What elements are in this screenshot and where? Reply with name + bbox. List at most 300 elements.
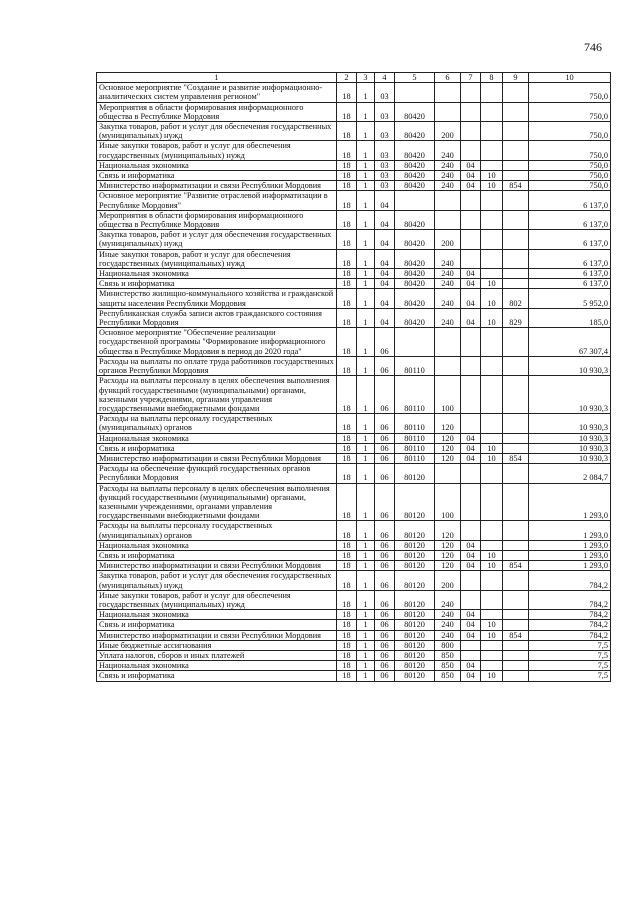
- table-row: [97, 249, 611, 268]
- row-name-cell: Расходы на обеспечение функций государственных органов Республики Мордовия: [97, 464, 337, 483]
- row-name-cell: Министерство жилищно-коммунального хозяйства и гражданской защиты населения Республики Мордовия: [97, 289, 337, 308]
- column-header: 9: [503, 73, 529, 83]
- table-row: [97, 571, 611, 590]
- table-cell: 80420: [395, 102, 435, 121]
- table-cell: 1: [357, 191, 375, 210]
- table-cell: [503, 443, 529, 453]
- table-cell: 80120: [395, 610, 435, 620]
- table-cell: [481, 191, 503, 210]
- table-row: [97, 521, 611, 540]
- table-row: [97, 269, 611, 279]
- table-cell: 06: [375, 630, 395, 640]
- row-name-cell: Министерство информатизации и связи Республики Мордовия: [97, 181, 337, 191]
- table-cell: 240: [435, 590, 461, 609]
- table-cell: [481, 433, 503, 443]
- table-cell: 1: [357, 550, 375, 560]
- table-cell: 7,5: [529, 661, 611, 671]
- table-cell: [481, 414, 503, 433]
- table-row: [97, 540, 611, 550]
- table-cell: [503, 650, 529, 660]
- table-cell: [503, 160, 529, 170]
- table-cell: 04: [461, 540, 481, 550]
- table-row: [97, 210, 611, 229]
- table-cell: 10 930,3: [529, 433, 611, 443]
- row-name-cell: Республиканская служба записи актов гражданского состояния Республики Мордовия: [97, 308, 337, 327]
- table-cell: 04: [375, 210, 395, 229]
- table-cell: 80420: [395, 210, 435, 229]
- table-cell: 80420: [395, 308, 435, 327]
- table-cell: 1: [357, 661, 375, 671]
- table-cell: 18: [337, 571, 357, 590]
- table-cell: [503, 122, 529, 141]
- table-cell: [481, 571, 503, 590]
- table-row: [97, 671, 611, 681]
- table-body: [97, 83, 611, 681]
- table-cell: 1: [357, 181, 375, 191]
- table-cell: [481, 122, 503, 141]
- table-cell: 80120: [395, 620, 435, 630]
- table-cell: 7,5: [529, 671, 611, 681]
- table-cell: 1: [357, 540, 375, 550]
- table-cell: [481, 376, 503, 414]
- table-cell: [435, 328, 461, 357]
- table-cell: 18: [337, 141, 357, 160]
- table-cell: 18: [337, 540, 357, 550]
- table-cell: 80420: [395, 249, 435, 268]
- table-cell: 06: [375, 443, 395, 453]
- table-cell: 1: [357, 433, 375, 443]
- table-cell: 06: [375, 550, 395, 560]
- table-cell: 80120: [395, 650, 435, 660]
- table-cell: [503, 141, 529, 160]
- table-cell: 1: [357, 561, 375, 571]
- table-cell: 240: [435, 610, 461, 620]
- table-cell: 06: [375, 650, 395, 660]
- table-cell: [395, 328, 435, 357]
- table-cell: 06: [375, 620, 395, 630]
- table-cell: 10: [481, 279, 503, 289]
- row-name-cell: Основное мероприятие "Обеспечение реализации государственной программы "Формирование информационного общества в Республике Мордовия в период до 2020 года": [97, 328, 337, 357]
- table-cell: 750,0: [529, 122, 611, 141]
- row-name-cell: Основное мероприятие "Создание и развитие информационно-аналитических систем управления регионом": [97, 83, 337, 102]
- table-cell: 04: [375, 191, 395, 210]
- table-cell: 80120: [395, 571, 435, 590]
- row-name-cell: Национальная экономика: [97, 540, 337, 550]
- table-cell: 04: [461, 171, 481, 181]
- column-header: 3: [357, 73, 375, 83]
- table-cell: 6 137,0: [529, 191, 611, 210]
- table-cell: 850: [435, 661, 461, 671]
- table-cell: 10: [481, 550, 503, 560]
- table-cell: 1: [357, 230, 375, 249]
- table-cell: 1: [357, 308, 375, 327]
- table-cell: [503, 610, 529, 620]
- table-cell: 1: [357, 160, 375, 170]
- table-row: [97, 620, 611, 630]
- table-cell: 120: [435, 453, 461, 463]
- table-cell: [503, 210, 529, 229]
- table-row: [97, 376, 611, 414]
- table-cell: [503, 433, 529, 443]
- table-cell: [481, 160, 503, 170]
- column-header: 1: [97, 73, 337, 83]
- row-name-cell: Мероприятия в области формирования информационного общества в Республике Мордовия: [97, 210, 337, 229]
- row-name-cell: Мероприятия в области формирования информационного общества в Республике Мордовия: [97, 102, 337, 121]
- table-cell: 18: [337, 356, 357, 375]
- table-cell: 18: [337, 249, 357, 268]
- table-cell: 03: [375, 171, 395, 181]
- table-cell: [461, 141, 481, 160]
- table-cell: [461, 640, 481, 650]
- column-header: 8: [481, 73, 503, 83]
- table-row: [97, 550, 611, 560]
- table-cell: [461, 210, 481, 229]
- table-row: [97, 141, 611, 160]
- table-cell: 80110: [395, 376, 435, 414]
- table-cell: [503, 640, 529, 650]
- table-cell: 18: [337, 630, 357, 640]
- column-header: 5: [395, 73, 435, 83]
- table-cell: 80420: [395, 171, 435, 181]
- table-cell: 04: [375, 249, 395, 268]
- table-cell: [461, 328, 481, 357]
- table-cell: [481, 464, 503, 483]
- table-cell: 18: [337, 279, 357, 289]
- table-cell: [461, 590, 481, 609]
- table-cell: 240: [435, 289, 461, 308]
- table-cell: [481, 102, 503, 121]
- table-cell: 80110: [395, 414, 435, 433]
- table-row: [97, 171, 611, 181]
- table-header-row: [97, 73, 611, 83]
- row-name-cell: Расходы на выплаты персоналу государственных (муниципальных) органов: [97, 414, 337, 433]
- table-cell: 18: [337, 483, 357, 521]
- table-cell: 240: [435, 141, 461, 160]
- table-cell: 1: [357, 83, 375, 102]
- table-row: [97, 328, 611, 357]
- row-name-cell: Иные закупки товаров, работ и услуг для обеспечения государственных (муниципальных) нужд: [97, 249, 337, 268]
- row-name-cell: Закупка товаров, работ и услуг для обеспечения государственных (муниципальных) нужд: [97, 571, 337, 590]
- table-cell: [481, 610, 503, 620]
- row-name-cell: Расходы на выплаты персоналу государственных (муниципальных) органов: [97, 521, 337, 540]
- row-name-cell: Основное мероприятие "Развитие отраслевой информатизации в Республике Мордовия": [97, 191, 337, 210]
- table-row: [97, 561, 611, 571]
- table-cell: 06: [375, 521, 395, 540]
- table-cell: 18: [337, 590, 357, 609]
- column-header: 2: [337, 73, 357, 83]
- table-cell: [461, 414, 481, 433]
- table-cell: [503, 414, 529, 433]
- table-cell: 1: [357, 249, 375, 268]
- table-cell: 1: [357, 483, 375, 521]
- table-cell: 80110: [395, 433, 435, 443]
- table-cell: 1: [357, 289, 375, 308]
- table-cell: 100: [435, 483, 461, 521]
- table-cell: [503, 356, 529, 375]
- table-cell: 04: [461, 630, 481, 640]
- table-cell: 80120: [395, 640, 435, 650]
- table-cell: 04: [461, 620, 481, 630]
- table-cell: 1: [357, 414, 375, 433]
- row-name-cell: Национальная экономика: [97, 269, 337, 279]
- row-name-cell: Министерство информатизации и связи Республики Мордовия: [97, 453, 337, 463]
- table-cell: [481, 230, 503, 249]
- table-cell: 80110: [395, 453, 435, 463]
- table-cell: 18: [337, 561, 357, 571]
- table-cell: 829: [503, 308, 529, 327]
- table-cell: 750,0: [529, 171, 611, 181]
- table-cell: 120: [435, 521, 461, 540]
- table-cell: 784,2: [529, 630, 611, 640]
- table-cell: 7,5: [529, 640, 611, 650]
- table-cell: 784,2: [529, 590, 611, 609]
- table-cell: 04: [461, 269, 481, 279]
- table-cell: [481, 483, 503, 521]
- table-cell: [503, 269, 529, 279]
- row-name-cell: Связь и информатика: [97, 671, 337, 681]
- table-cell: 240: [435, 620, 461, 630]
- table-cell: 240: [435, 181, 461, 191]
- row-name-cell: Связь и информатика: [97, 171, 337, 181]
- table-cell: 18: [337, 671, 357, 681]
- table-cell: 240: [435, 630, 461, 640]
- table-cell: 06: [375, 571, 395, 590]
- table-cell: 80120: [395, 590, 435, 609]
- table-cell: 80120: [395, 464, 435, 483]
- table-cell: 06: [375, 671, 395, 681]
- table-cell: 200: [435, 571, 461, 590]
- table-cell: 04: [461, 671, 481, 681]
- row-name-cell: Связь и информатика: [97, 550, 337, 560]
- table-cell: 750,0: [529, 83, 611, 102]
- table-cell: 10: [481, 561, 503, 571]
- table-cell: 854: [503, 561, 529, 571]
- table-cell: 80420: [395, 279, 435, 289]
- table-cell: 80420: [395, 122, 435, 141]
- table-cell: [461, 122, 481, 141]
- table-cell: 240: [435, 279, 461, 289]
- table-cell: 06: [375, 414, 395, 433]
- table-cell: 04: [461, 453, 481, 463]
- table-cell: 18: [337, 230, 357, 249]
- table-cell: 80420: [395, 269, 435, 279]
- table-cell: [503, 540, 529, 550]
- table-cell: 1: [357, 464, 375, 483]
- table-cell: [503, 661, 529, 671]
- table-cell: [461, 83, 481, 102]
- table-cell: 18: [337, 160, 357, 170]
- table-cell: [395, 191, 435, 210]
- row-name-cell: Связь и информатика: [97, 620, 337, 630]
- table-cell: 18: [337, 328, 357, 357]
- table-row: [97, 122, 611, 141]
- table-cell: [503, 230, 529, 249]
- table-row: [97, 83, 611, 102]
- table-cell: 04: [461, 308, 481, 327]
- row-name-cell: Расходы на выплаты по оплате труда работников государственных органов Республики Мордовия: [97, 356, 337, 375]
- table-cell: 04: [461, 561, 481, 571]
- table-cell: [481, 328, 503, 357]
- row-name-cell: Уплата налогов, сборов и иных платежей: [97, 650, 337, 660]
- table-cell: [435, 464, 461, 483]
- table-cell: 1: [357, 620, 375, 630]
- table-cell: 6 137,0: [529, 249, 611, 268]
- row-name-cell: Национальная экономика: [97, 160, 337, 170]
- column-header: 7: [461, 73, 481, 83]
- table-row: [97, 433, 611, 443]
- table-cell: 06: [375, 376, 395, 414]
- table-cell: 80420: [395, 230, 435, 249]
- table-cell: [481, 540, 503, 550]
- table-cell: [461, 102, 481, 121]
- table-cell: 10: [481, 289, 503, 308]
- table-cell: 1: [357, 210, 375, 229]
- table-cell: 06: [375, 561, 395, 571]
- table-cell: 1: [357, 630, 375, 640]
- table-cell: 6 137,0: [529, 210, 611, 229]
- table-cell: 10: [481, 308, 503, 327]
- table-cell: 18: [337, 443, 357, 453]
- table-cell: 18: [337, 171, 357, 181]
- table-cell: 18: [337, 661, 357, 671]
- table-cell: 18: [337, 83, 357, 102]
- table-cell: 750,0: [529, 141, 611, 160]
- table-cell: [503, 102, 529, 121]
- table-cell: 240: [435, 269, 461, 279]
- table-cell: 18: [337, 289, 357, 308]
- table-row: [97, 483, 611, 521]
- table-cell: 854: [503, 453, 529, 463]
- table-cell: [461, 650, 481, 660]
- row-name-cell: Расходы на выплаты персоналу в целях обеспечения выполнения функций государственными (муниципальными) органами, казенными учреждениями, органами управления государственными внебюджетными фондами: [97, 376, 337, 414]
- table-cell: 1: [357, 443, 375, 453]
- table-row: [97, 356, 611, 375]
- table-cell: 1: [357, 376, 375, 414]
- table-cell: 120: [435, 561, 461, 571]
- table-cell: 04: [461, 443, 481, 453]
- table-cell: 10: [481, 171, 503, 181]
- table-cell: 18: [337, 102, 357, 121]
- table-cell: 04: [375, 230, 395, 249]
- table-cell: 18: [337, 210, 357, 229]
- table-cell: 18: [337, 122, 357, 141]
- table-cell: 10 930,3: [529, 453, 611, 463]
- table-cell: 03: [375, 102, 395, 121]
- table-cell: 120: [435, 443, 461, 453]
- table-cell: 80420: [395, 289, 435, 308]
- table-cell: 10 930,3: [529, 356, 611, 375]
- table-cell: 18: [337, 269, 357, 279]
- table-cell: 2 084,7: [529, 464, 611, 483]
- table-cell: 1: [357, 102, 375, 121]
- table-cell: 04: [375, 269, 395, 279]
- row-name-cell: Закупка товаров, работ и услуг для обеспечения государственных (муниципальных) нужд: [97, 122, 337, 141]
- row-name-cell: Расходы на выплаты персоналу в целях обеспечения выполнения функций государственными (муниципальными) органами, казенными учреждениями, органами управления государственными внебюджетными фондами: [97, 483, 337, 521]
- table-cell: [461, 464, 481, 483]
- row-name-cell: Иные бюджетные ассигнования: [97, 640, 337, 650]
- table-cell: 80420: [395, 181, 435, 191]
- table-cell: 80120: [395, 521, 435, 540]
- table-cell: 5 952,0: [529, 289, 611, 308]
- table-row: [97, 610, 611, 620]
- table-cell: [481, 210, 503, 229]
- table-cell: 80120: [395, 630, 435, 640]
- table-cell: [481, 590, 503, 609]
- table-cell: 850: [435, 650, 461, 660]
- table-cell: 80120: [395, 483, 435, 521]
- table-row: [97, 289, 611, 308]
- table-cell: [461, 230, 481, 249]
- table-cell: 18: [337, 181, 357, 191]
- table-cell: 80120: [395, 561, 435, 571]
- table-cell: [435, 102, 461, 121]
- table-cell: 06: [375, 610, 395, 620]
- table-cell: [503, 521, 529, 540]
- table-row: [97, 308, 611, 327]
- table-cell: 10 930,3: [529, 414, 611, 433]
- table-row: [97, 191, 611, 210]
- table-cell: 1: [357, 590, 375, 609]
- table-cell: 750,0: [529, 102, 611, 121]
- table-cell: 240: [435, 308, 461, 327]
- table-cell: [481, 650, 503, 660]
- table-cell: 784,2: [529, 571, 611, 590]
- table-cell: [503, 671, 529, 681]
- table-cell: [503, 464, 529, 483]
- table-cell: [503, 328, 529, 357]
- row-name-cell: Национальная экономика: [97, 661, 337, 671]
- table-row: [97, 443, 611, 453]
- table-cell: 854: [503, 630, 529, 640]
- table-cell: [503, 620, 529, 630]
- table-cell: 200: [435, 230, 461, 249]
- table-cell: 18: [337, 414, 357, 433]
- row-name-cell: Национальная экономика: [97, 610, 337, 620]
- table-cell: 04: [375, 279, 395, 289]
- table-cell: [503, 571, 529, 590]
- table-row: [97, 279, 611, 289]
- table-cell: [435, 356, 461, 375]
- table-cell: 04: [461, 289, 481, 308]
- table-cell: 1 293,0: [529, 550, 611, 560]
- table-cell: [461, 376, 481, 414]
- table-cell: 18: [337, 376, 357, 414]
- table-cell: 18: [337, 550, 357, 560]
- table-cell: 1: [357, 610, 375, 620]
- table-cell: 18: [337, 650, 357, 660]
- table-cell: 18: [337, 620, 357, 630]
- table-cell: [461, 521, 481, 540]
- table-cell: 80110: [395, 356, 435, 375]
- table-row: [97, 630, 611, 640]
- table-row: [97, 230, 611, 249]
- table-cell: 1: [357, 269, 375, 279]
- table-cell: [461, 249, 481, 268]
- table-cell: 18: [337, 464, 357, 483]
- table-cell: 03: [375, 83, 395, 102]
- table-cell: 240: [435, 160, 461, 170]
- table-cell: 120: [435, 550, 461, 560]
- table-cell: 800: [435, 640, 461, 650]
- table-row: [97, 414, 611, 433]
- table-cell: 240: [435, 249, 461, 268]
- table-cell: 10: [481, 620, 503, 630]
- table-cell: 750,0: [529, 181, 611, 191]
- table-cell: 1: [357, 122, 375, 141]
- table-row: [97, 102, 611, 121]
- table-cell: 10: [481, 671, 503, 681]
- table-cell: 1: [357, 671, 375, 681]
